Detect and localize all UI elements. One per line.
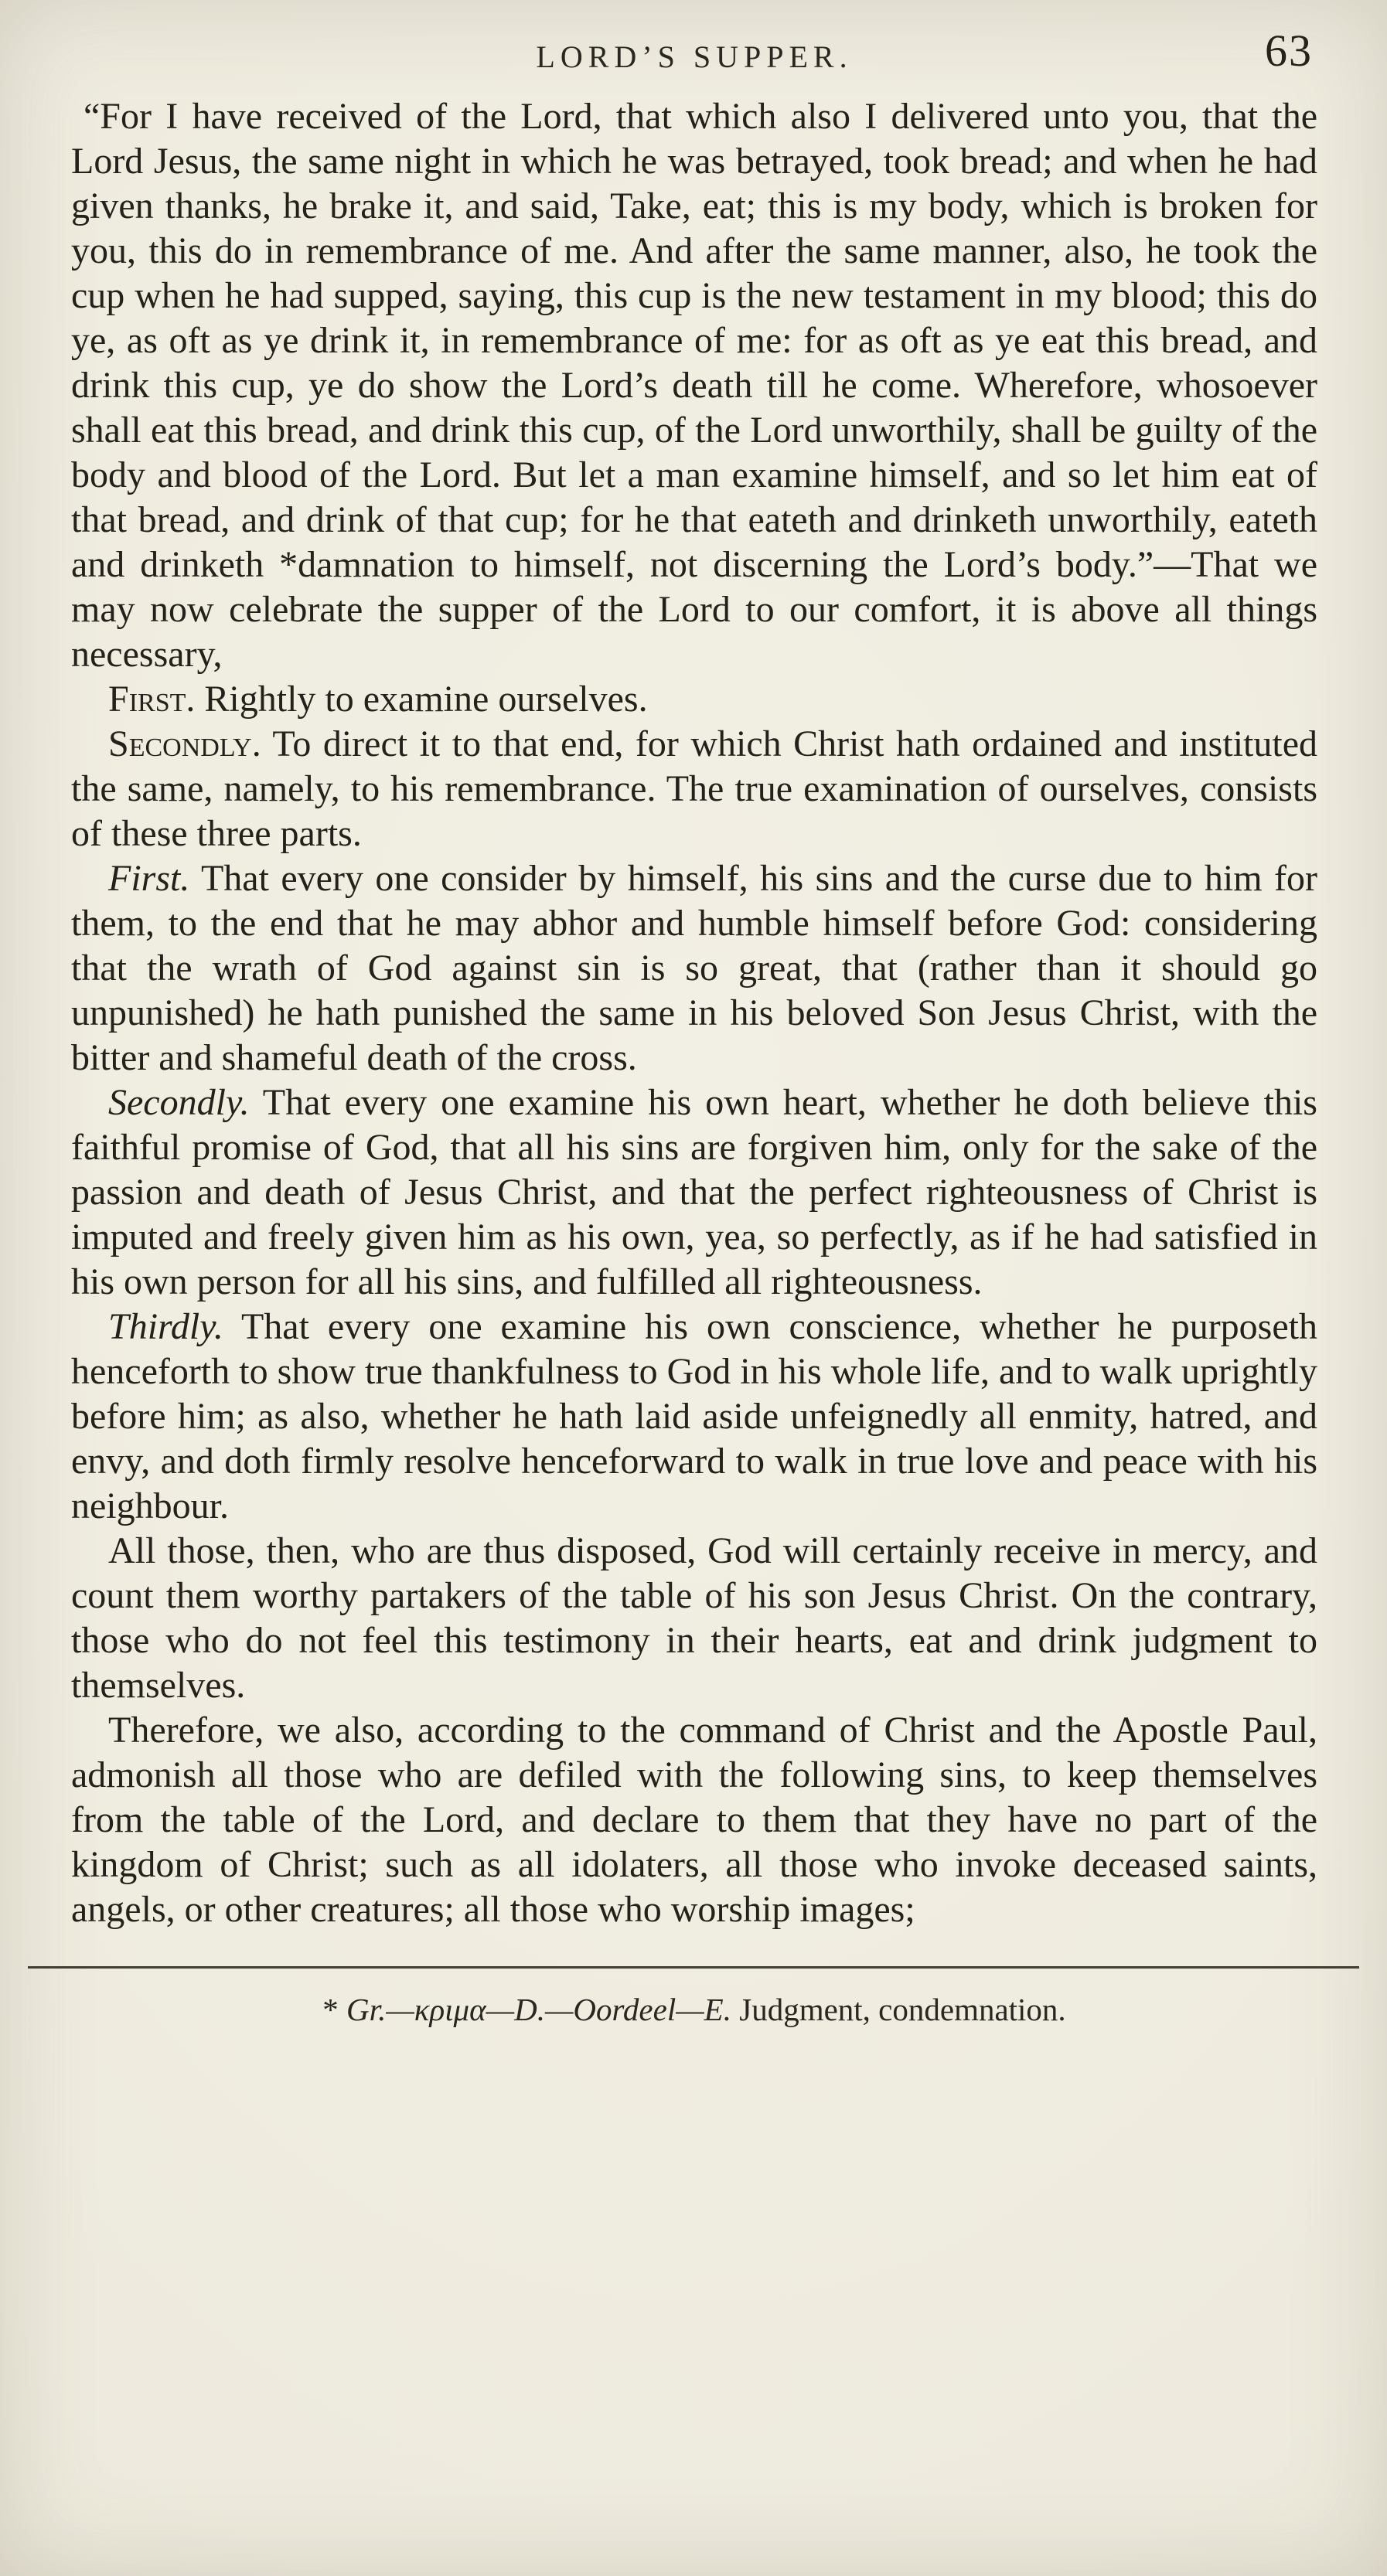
paragraph-examination-thirdly	[71, 1305, 1317, 1529]
page-number: 63	[1265, 26, 1313, 76]
examination-secondly-lead: Secondly.	[108, 1082, 250, 1123]
examination-thirdly-text: That every one examine his own conscience, whether he purposeth henceforth to show true thankfulness to God in his whole life, and to walk uprightly before him; as also, whether he hath laid aside unfeignedly all enmity, hatred, and envy, and doth firmly resolve henceforward to walk in true love and peace with his neighbour.	[71, 1306, 1317, 1526]
footnote-rule	[28, 1966, 1359, 1969]
body-text	[71, 94, 1317, 1932]
paragraph-therefore	[71, 1708, 1317, 1932]
paragraph-all-those	[71, 1529, 1317, 1708]
paragraph-scripture-quote	[71, 94, 1317, 677]
running-title: LORD’S SUPPER.	[536, 39, 853, 74]
footnote-italic-text: Gr.—κριμα—D.—Oordeel—E.	[346, 1992, 731, 2027]
therefore-text: Therefore, we also, according to the command of Christ and the Apostle Paul, admonish all those who are defiled with the following sins, to keep themselves from the table of the Lord, and declare to them that they have no part of the kingdom of Christ; such as all idolaters, all those who invoke deceased saints, angels, or other creatures; all those who worship images;	[71, 1710, 1317, 1930]
paragraph-first-point	[71, 677, 1317, 722]
scripture-quote-text: “For I have received of the Lord, that which also I delivered unto you, that the Lord Jesus, the same night in which he was betrayed, took bread; and when he had given thanks, he brake it, and said, Take, eat; this is my body, which is broken for you, this do in remembrance of me. And after the same manner, also, he took the cup when he had supped, saying, this cup is the new testament in my blood; this do ye, as oft as ye drink it, in remembrance of me: for as oft as ye eat this bread, and drink this cup, ye do show the Lord’s death till he come. Wherefore, whosoever shall eat this bread, and drink this cup, of the Lord unworthily, shall be guilty of the body and blood of the Lord. But let a man examine himself, and so let him eat of that bread, and drink of that cup; for he that eateth and drinketh unworthily, eateth and drinketh *damnation to himself, not discerning the Lord’s body.”—That we may now celebrate the supper of the Lord to our comfort, it is above all things necessary,	[71, 96, 1317, 675]
examination-thirdly-lead: Thirdly.	[108, 1306, 223, 1347]
page-header	[71, 28, 1317, 94]
paragraph-examination-secondly	[71, 1080, 1317, 1305]
footnote-marker: *	[322, 1992, 339, 2027]
first-point-text: Rightly to examine ourselves.	[204, 679, 648, 720]
first-point-lead: First.	[108, 679, 196, 720]
examination-secondly-text: That every one examine his own heart, whether he doth believe this faithful promise of God, that all his sins are forgiven him, only for the sake of the passion and death of Jesus Christ, and that the perfect righteousness of Christ is imputed and freely given him as his own, yea, so perfectly, as if he had satisfied in his own person for all his sins, and fulfilled all righteousness.	[71, 1082, 1317, 1302]
second-point-text: To direct it to that end, for which Christ hath ordained and instituted the same, namely, to his remembrance. The true examination of ourselves, consists of these three parts.	[71, 723, 1318, 854]
footnote	[71, 1990, 1317, 2029]
examination-first-text: That every one consider by himself, his sins and the curse due to him for them, to the end that he may abhor and humble himself before God: considering that the wrath of God against sin is so great, that (rather than it should go unpunished) he hath punished the same in his beloved Son Jesus Christ, with the bitter and shameful death of the cross.	[71, 858, 1317, 1078]
paragraph-examination-first	[71, 856, 1317, 1080]
all-those-text: All those, then, who are thus disposed, God will certainly receive in mercy, and count them worthy partakers of the table of his son Jesus Christ. On the contrary, those who do not feel this testimony in their hearts, eat and drink judgment to themselves.	[71, 1530, 1317, 1706]
footnote-roman-text: Judgment, condemnation.	[739, 1992, 1066, 2027]
second-point-lead: Secondly.	[108, 723, 261, 764]
paragraph-second-point	[71, 722, 1317, 856]
examination-first-lead: First.	[108, 858, 190, 899]
